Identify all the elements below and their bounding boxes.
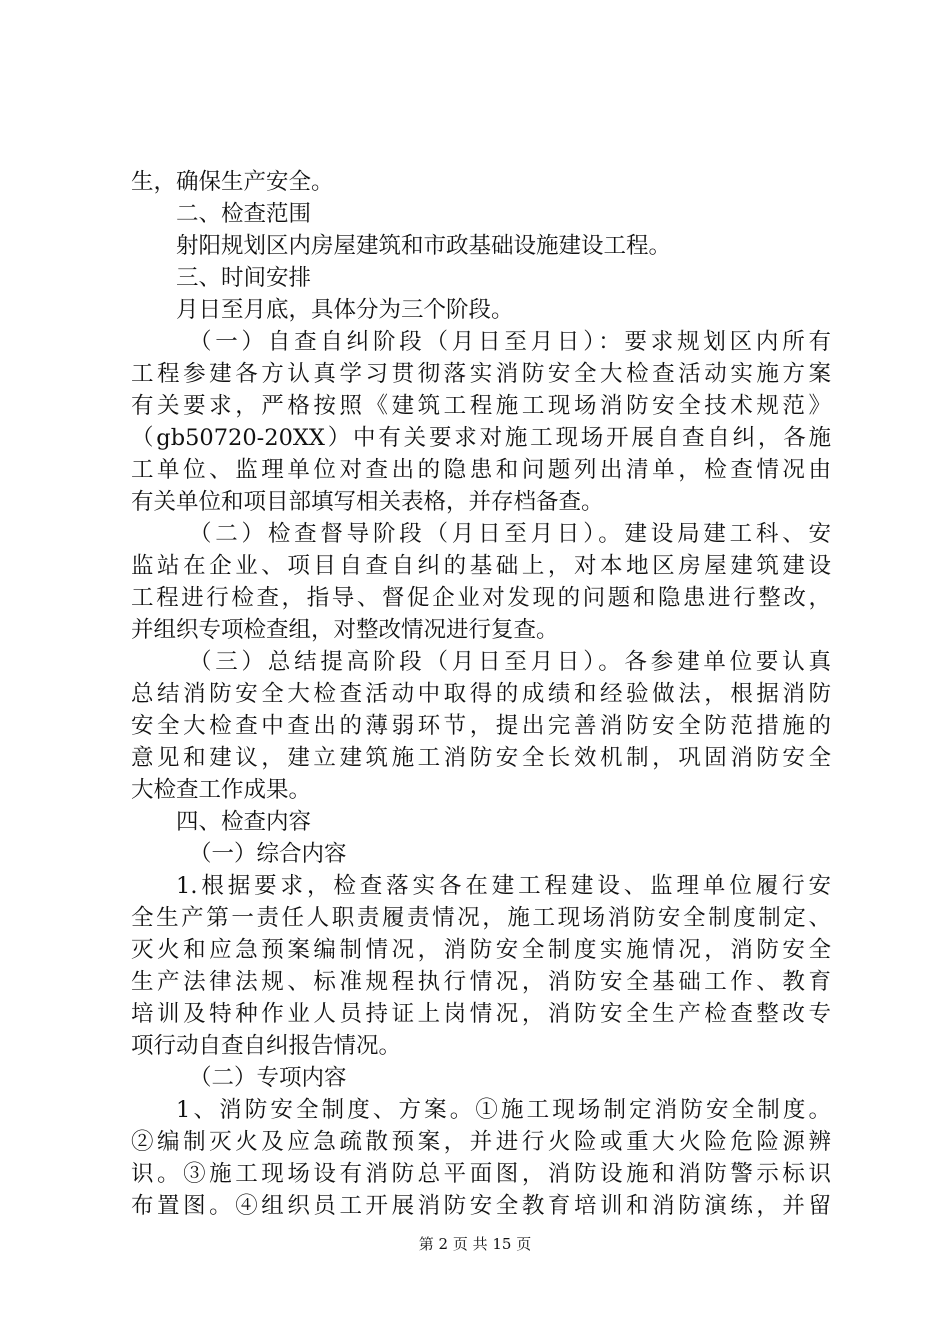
- text-line: 1.根据要求，检查落实各在建工程建设、监理单位履行安: [176, 873, 831, 899]
- text-line: 生产法律法规、标准规程执行情况，消防安全基础工作、教育: [131, 969, 831, 995]
- text-line: （三）总结提高阶段（月日至月日）。各参建单位要认真: [189, 649, 831, 675]
- text-line: 总结消防安全大检查活动中取得的成绩和经验做法，根据消防: [131, 681, 831, 707]
- text-line: 全生产第一责任人职责履责情况，施工现场消防安全制度制定、: [131, 905, 831, 931]
- text-line: 布置图。④组织员工开展消防安全教育培训和消防演练，并留: [131, 1193, 831, 1219]
- text-line: （一）自查自纠阶段（月日至月日）：要求规划区内所有: [189, 329, 831, 355]
- section-heading-scope: 二、检查范围: [176, 201, 312, 227]
- section-heading-schedule: 三、时间安排: [176, 265, 312, 291]
- text-line: 生，确保生产安全。: [131, 169, 334, 195]
- text-line: 1、消防安全制度、方案。①施工现场制定消防安全制度。: [176, 1097, 831, 1123]
- text-line: 工程参建各方认真学习贯彻落实消防安全大检查活动实施方案: [131, 361, 831, 387]
- text-line: 月日至月底，具体分为三个阶段。: [176, 297, 514, 323]
- text-line: 监站在企业、项目自查自纠的基础上，对本地区房屋建筑建设: [131, 553, 831, 579]
- text-line: 射阳规划区内房屋建筑和市政基础设施建设工程。: [176, 233, 672, 259]
- section-heading-content: 四、检查内容: [176, 809, 312, 835]
- page-number-footer: 第 2 页 共 15 页: [418, 1235, 532, 1253]
- text-line: 有关单位和项目部填写相关表格，并存档备查。: [131, 489, 604, 515]
- text-line: 识。③施工现场设有消防总平面图，消防设施和消防警示标识: [131, 1161, 831, 1187]
- text-line: 工程进行检查，指导、督促企业对发现的问题和隐患进行整改，: [131, 585, 831, 611]
- text-line: （二）检查督导阶段（月日至月日）。建设局建工科、安: [189, 521, 831, 547]
- text-line: ②编制灭火及应急疏散预案，并进行火险或重大火险危险源辨: [131, 1129, 831, 1155]
- text-line: 安全大检查中查出的薄弱环节，提出完善消防安全防范措施的: [131, 713, 831, 739]
- document-body: [131, 166, 831, 1222]
- text-line: （gb50720-20XX）中有关要求对施工现场开展自查自纠，各施: [131, 425, 831, 451]
- text-line: 培训及特种作业人员持证上岗情况，消防安全生产检查整改专: [131, 1001, 831, 1027]
- text-line: 项行动自查自纠报告情况。: [131, 1033, 402, 1059]
- text-line: 意见和建议，建立建筑施工消防安全长效机制，巩固消防安全: [131, 745, 831, 771]
- subsection-heading-general: （一）综合内容: [189, 841, 347, 867]
- text-line: 工单位、监理单位对查出的隐患和问题列出清单，检查情况由: [131, 457, 831, 483]
- text-line: 灭火和应急预案编制情况，消防安全制度实施情况，消防安全: [131, 937, 831, 963]
- text-line: 有关要求，严格按照《建筑工程施工现场消防安全技术规范》: [131, 393, 831, 419]
- text-line: 大检查工作成果。: [131, 777, 312, 803]
- text-line: 并组织专项检查组，对整改情况进行复查。: [131, 617, 559, 643]
- subsection-heading-special: （二）专项内容: [189, 1065, 347, 1091]
